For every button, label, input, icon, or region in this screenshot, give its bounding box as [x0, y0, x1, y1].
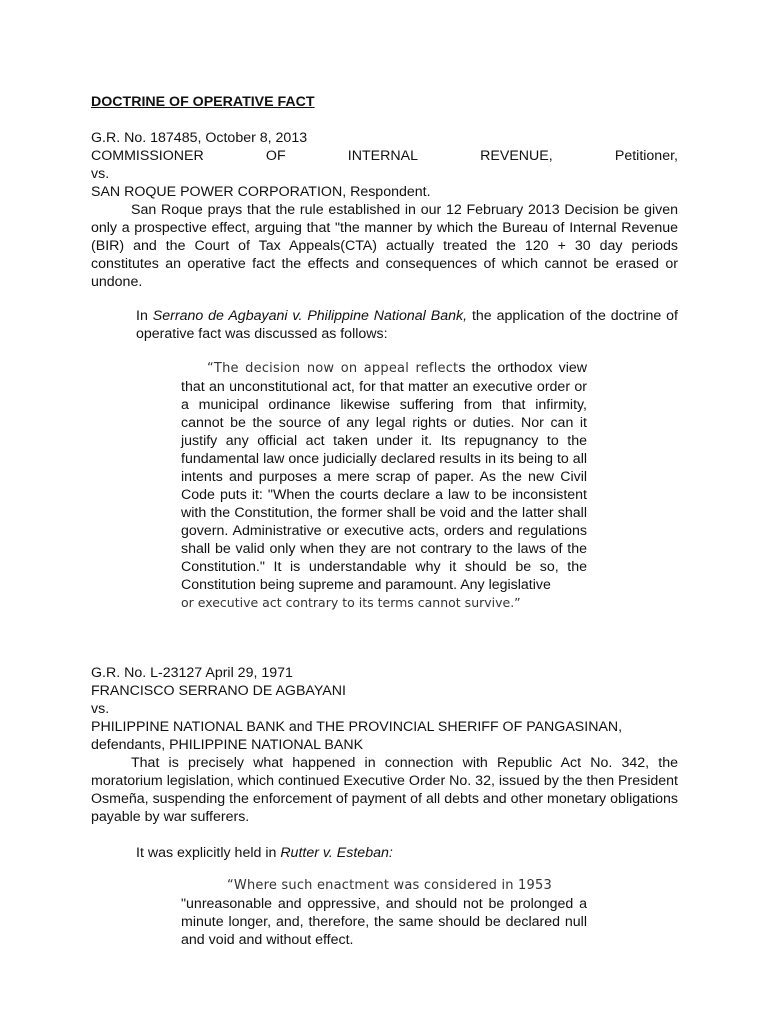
case1-petitioner-word: REVENUE,	[480, 148, 553, 164]
case2-held	[136, 844, 393, 862]
document-title: DOCTRINE OF OPERATIVE FACT	[91, 94, 315, 110]
case2-quote-body: "unreasonable and oppressive, and should not be prolonged a minute longer, and, therefore, the same should be declared null and void and without effect.	[181, 896, 587, 948]
case2-paragraph: That is precisely what happened in connection with Republic Act No. 342, the moratorium legislation, which continued Executive Order No. 32, issued by the then President Osmeña, suspending the enforcement of payment of all debts and other monetary obligations payable by war sufferers.	[91, 755, 678, 825]
case1-quote-body: s the orthodox view that an unconstitutional act, for that matter an executive order or a municipal ordinance likewise suffering from that infirmity, cannot be the source of any legal rights or duties. Nor can it justify any official act taken under it. Its repugnancy to the fundamental law once judicially declared results in its being to all intents and purposes a mere scrap of paper. As the new Civil Code puts it: "When the courts declare a law to be inconsistent with the Constitution, the former shall be void and the latter shall govern. Administrative or executive acts, orders and regulations shall be valid only when they are not contrary to the laws of the Constitution." It is understandable why it should be so, the Constitution being supreme and paramount. Any legislative	[181, 360, 587, 593]
case2-held-prefix: It was explicitly held in	[136, 845, 281, 861]
case1-paragraph: San Roque prays that the rule established in our 12 February 2013 Decision be given only a prospective effect, arguing that "the manner by which the Bureau of Internal Revenue (BIR) and the Court of Tax Appeals(CTA) actually treated the 120 + 30 day periods constitutes an operative fact the effects and consequences of which cannot be erased or undone.	[91, 202, 678, 290]
case1-petitioner-word: COMMISSIONER	[91, 148, 204, 164]
case2-blockquote	[181, 877, 587, 949]
case1-quote-lead: “The decision now on appeal reflect	[207, 361, 459, 376]
case1-blockquote	[181, 359, 587, 612]
case2-quote-lead: “Where such enactment was considered in 1953	[227, 878, 552, 893]
case1-intro-case: Serrano de Agbayani v. Philippine National Bank,	[152, 308, 468, 324]
case1-petitioner	[91, 147, 678, 165]
case1-petitioner-word: Petitioner,	[614, 148, 678, 164]
case1-intro	[136, 307, 678, 343]
case2-defendant: PHILIPPINE NATIONAL BANK and THE PROVINCIAL SHERIFF OF PANGASINAN,	[91, 719, 623, 735]
case2-vs: vs.	[91, 701, 110, 717]
case1-petitioner-word: OF	[265, 148, 286, 164]
case1-quote-tail: or executive act contrary to its terms cannot survive.”	[181, 595, 521, 610]
case2-gr-number: G.R. No. L-23127 April 29, 1971	[91, 665, 293, 681]
case1-intro-suffix: the application of the doctrine of operative fact was discussed as follows:	[136, 308, 678, 342]
case1-respondent: SAN ROQUE POWER CORPORATION, Respondent.	[91, 184, 431, 200]
case1-gr-number: G.R. No. 187485, October 8, 2013	[91, 130, 308, 146]
case2-defendant-cont: defendants, PHILIPPINE NATIONAL BANK	[91, 737, 364, 753]
case2-plaintiff: FRANCISCO SERRANO DE AGBAYANI	[91, 683, 346, 699]
case1-intro-prefix: In	[136, 308, 153, 324]
case1-vs: vs.	[91, 166, 110, 182]
case2-held-case: Rutter v. Esteban:	[280, 845, 393, 861]
case1-petitioner-word: INTERNAL	[347, 148, 418, 164]
